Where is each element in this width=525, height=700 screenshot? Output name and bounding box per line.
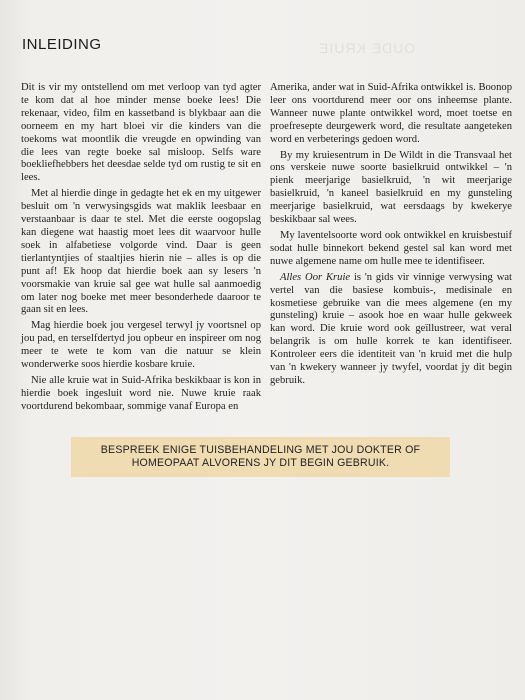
paragraph: By my kruiesentrum in De Wildt in die Transvaal het ons verskeie nuwe soorte basielkruid ontwikkel – 'n pienk meerjarige basielkruid, 'n wit meerjarige basielkruid, 'n kaneel basielkruid en my gunsteling meerjarige basielkruid, wat eersdaags by kwekerye beskikbaar sal wees. bbox=[270, 149, 512, 226]
paragraph-text: is 'n gids vir vinnige verwysing wat vertel van die basiese kombuis-, medisinale en kosmetiese gebruike van die mees algemene (en my gunsteling) kruie – asook hoe en waar hulle gekweek kan word. Die kruie word ook geïllustreer, wat veral belangrik is om hulle korrek te kan identifiseer. Kontroleer eers die identiteit van 'n kruid met die hulp van 'n kwekery wanneer jy twyfel, voordat jy dit begin gebruik. bbox=[270, 271, 512, 386]
warning-box bbox=[71, 437, 450, 477]
warning-line-2: HOMEOPAAT ALVORENS JY DIT BEGIN GEBRUIK. bbox=[131, 457, 390, 469]
paragraph: Met al hierdie dinge in gedagte het ek en my uitgewer besluit om 'n verwysingsgids wat maklik leesbaar en verstaanbaar is daar te stel. Met die eerste oogopslag kan diegene wat haastig moet lees dit waarvoor hulle soek in alfabetiese volgorde vind. Daar is geen tierlantyntjies of staaltjies hierin nie – alles is op die punt af! Ek hoop dat hierdie boek aan sy lesers 'n voorsmakie van kruie sal gee wat hulle sal aanmoedig om later nog boeke met meer besonderhede daaroor te gaan sit en lees. bbox=[21, 188, 261, 316]
book-title: Alles Oor Kruie bbox=[280, 271, 351, 283]
paragraph: Amerika, ander wat in Suid-Afrika ontwikkel is. Boonop leer ons voortdurend meer oor ons inheemse plante. Wanneer nuwe plante ontwikkel word, moet toetse en proefresepte deurgewerk word, die resultate aangeteken word en verbeterings gedoen word. bbox=[270, 82, 512, 145]
right-column bbox=[270, 82, 512, 391]
paragraph: Dit is vir my ontstellend om met verloop van tyd agter te kom dat al hoe minder mense boeke lees! Die rekenaar, video, film en kassetband is blykbaar aan die oorneem en my hart bloei vir die kinders van die toekoms wat moontlik die vreugde en opwinding van die lees van regte boeke sal misloop. Selfs ware boekliefhebbers het deesdae selde tyd om rustig te sit en lees. bbox=[21, 82, 261, 184]
paragraph: My laventelsoorte word ook ontwikkel en kruisbestuif sodat hulle binnekort bekend gestel sal kan word met nuwe algemene name om hulle mee te identifiseer. bbox=[270, 229, 512, 267]
paragraph: Nie alle kruie wat in Suid-Afrika beskikbaar is kon in hierdie boek ingesluit word nie. Nuwe kruie raak voortdurend bekombaar, sommige vanaf Europa en bbox=[21, 374, 261, 412]
left-column bbox=[21, 82, 261, 417]
paragraph bbox=[270, 272, 512, 388]
warning-line-1: BESPREEK ENIGE TUISBEHANDELING MET JOU DOKTER OF bbox=[100, 444, 421, 456]
paragraph: Mag hierdie boek jou vergesel terwyl jy voortsnel op jou pad, en terselfdertyd jou opbeur en inspireer om nog meer te wete te kom van die natuur se klein wonderwerke soos hierdie kosbare kruie. bbox=[21, 320, 261, 371]
bleed-through-heading: OUDE KRUIE bbox=[318, 40, 416, 56]
page-title: INLEIDING bbox=[22, 36, 102, 53]
